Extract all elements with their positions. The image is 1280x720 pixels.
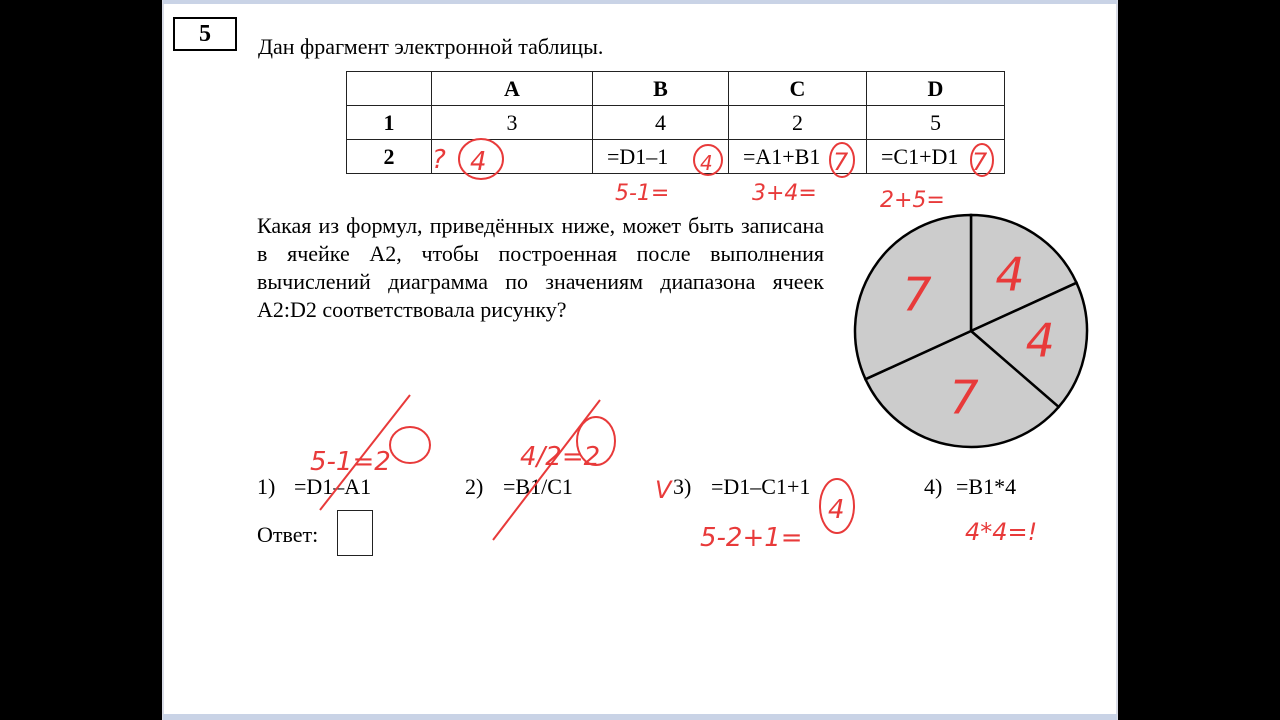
note-calc-c: 3+4= (752, 181, 817, 206)
note-calc-d: 2+5= (880, 188, 945, 213)
option-2-number: 2) (465, 474, 484, 499)
column-header-a: A (432, 72, 593, 106)
column-header-d: D (867, 72, 1005, 106)
pie-slice-label: 7 (902, 267, 932, 322)
note-d2-value: 7 (972, 148, 988, 176)
option-2-formula: =B1/C1 (503, 474, 573, 499)
option-1-number: 1) (257, 474, 276, 499)
answer-label: Ответ: (257, 522, 319, 547)
pie-chart (855, 215, 1087, 447)
cell-b2: =D1–1 (593, 140, 729, 174)
task-intro: Дан фрагмент электронной таблицы. (258, 34, 604, 59)
note-opt3-calc: 5-2+1= (700, 523, 803, 553)
row-header-1: 1 (347, 106, 432, 140)
row-header-2: 2 (347, 140, 432, 174)
note-a2-question: ? (432, 145, 446, 175)
column-header-c: C (729, 72, 867, 106)
cell-b1: 4 (593, 106, 729, 140)
pie-slice-label: 7 (949, 370, 979, 425)
option-3-formula: =D1–C1+1 (711, 474, 811, 499)
task-question: Какая из формул, приведённых ниже, может быть записана в ячейке A2, чтобы построенная после выполнения вычислений диаграмма по значениям диапазона ячеек A2:D2 соответствовала рисунку? (257, 213, 824, 322)
note-calc-b: 5-1= (615, 181, 670, 206)
note-opt1-calc: 5-1=2 (310, 447, 391, 477)
cell-c2: =A1+B1 (729, 140, 867, 174)
pie-slice-label: 4 (995, 247, 1025, 302)
option-3-number: 3) (673, 474, 692, 499)
note-opt2-calc: 4/2=2 (520, 442, 601, 472)
cell-d1: 5 (867, 106, 1005, 140)
pie-slice-label: 4 (1025, 313, 1055, 368)
note-a2-value: 4 (470, 147, 487, 177)
column-header-b: B (593, 72, 729, 106)
note-c2-value: 7 (833, 148, 849, 176)
task-number: 5 (173, 17, 237, 51)
note-opt3-check: V (655, 476, 672, 504)
cell-d2: =C1+D1 (867, 140, 1005, 174)
option-1-formula: =D1–A1 (294, 474, 372, 499)
cell-c1: 2 (729, 106, 867, 140)
option-4-formula: =B1*4 (956, 474, 1017, 499)
circle-opt1 (390, 427, 430, 463)
note-b2-value: 4 (700, 151, 713, 175)
note-opt4-calc: 4*4=! (965, 518, 1038, 546)
note-opt3-result: 4 (828, 495, 845, 525)
cell-a1: 3 (432, 106, 593, 140)
option-4-number: 4) (924, 474, 943, 499)
